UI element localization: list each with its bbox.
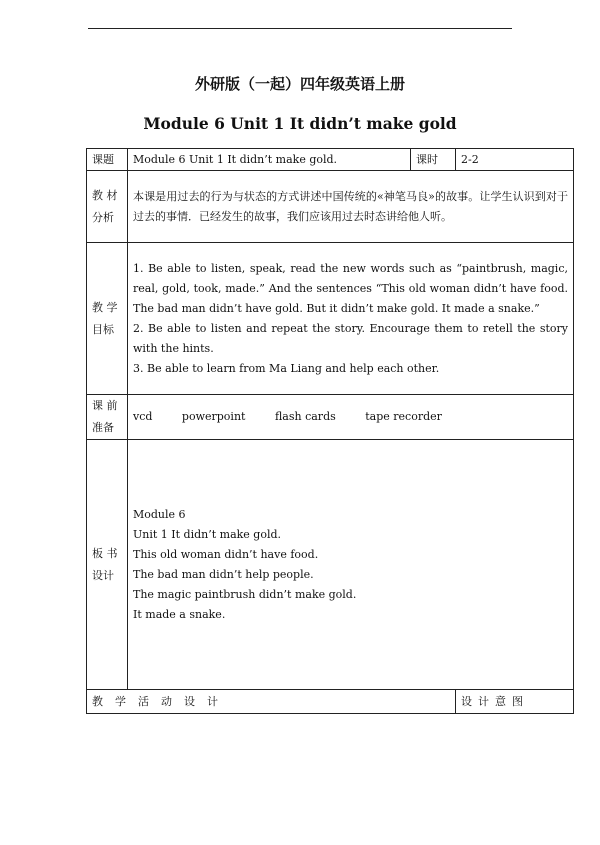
objectives-label-line2: 目标 xyxy=(92,322,114,336)
period-value: 2-2 xyxy=(456,149,574,171)
objective-item: 1. Be able to listen, speak, read the new words such as “paintbrush, magic, real, gold, took, made.” And the sentences “This old woman didn’t have food. The bad man didn’t have gold. But it didn’t make gold. It made a snake.” xyxy=(133,261,568,315)
board-line: Module 6 xyxy=(133,507,186,521)
analysis-label-line2: 分析 xyxy=(92,210,114,224)
preparation-label-line2: 准备 xyxy=(92,421,114,434)
board-line: The bad man didn’t help people. xyxy=(133,567,314,581)
prep-item: tape recorder xyxy=(365,410,442,423)
topic-label: 课题 xyxy=(87,149,128,171)
row-objectives xyxy=(87,243,574,395)
objectives-label xyxy=(87,243,128,395)
preparation-items xyxy=(128,395,574,440)
publisher-title: 外研版（一起）四年级英语上册 xyxy=(194,75,405,93)
board-label-line2: 设计 xyxy=(92,568,114,582)
intent-label: 设计意图 xyxy=(456,690,574,714)
activities-label: 教学活动设计 xyxy=(87,690,456,714)
board-line: The magic paintbrush didn’t make gold. xyxy=(133,587,357,601)
period-label: 课时 xyxy=(411,149,456,171)
objectives-list xyxy=(128,243,574,395)
row-preparation xyxy=(87,395,574,440)
board-line: This old woman didn’t have food. xyxy=(133,547,319,561)
analysis-label xyxy=(87,171,128,243)
board-label xyxy=(87,440,128,690)
header-rule xyxy=(88,28,512,29)
prep-item: vcd xyxy=(133,410,153,423)
board-content xyxy=(128,440,574,690)
preparation-label-line1: 课 前 xyxy=(92,399,118,412)
prep-item: flash cards xyxy=(274,410,336,423)
topic-value: Module 6 Unit 1 It didn’t make gold. xyxy=(128,149,411,171)
prep-item: powerpoint xyxy=(181,410,246,423)
board-line: It made a snake. xyxy=(133,607,226,621)
lesson-plan-table xyxy=(86,148,574,714)
analysis-text: 本课是用过去的行为与状态的方式讲述中国传统的«神笔马良»的故事。让学生认识到对于过去的事情．已经发生的故事，我们应该用过去时态讲给他人听。 xyxy=(128,171,574,243)
row-analysis xyxy=(87,171,574,243)
board-line: Unit 1 It didn’t make gold. xyxy=(133,527,282,541)
objective-item: 3. Be able to learn from Ma Liang and help each other. xyxy=(133,361,440,375)
row-footer xyxy=(87,690,574,714)
objective-item: 2. Be able to listen and repeat the story. Encourage them to retell the story with the hints. xyxy=(133,321,568,355)
row-topic xyxy=(87,149,574,171)
board-label-line1: 板 书 xyxy=(92,546,118,560)
lesson-title: Module 6 Unit 1 It didn’t make gold xyxy=(143,114,457,133)
row-board xyxy=(87,440,574,690)
objectives-label-line1: 教 学 xyxy=(92,300,118,314)
preparation-label xyxy=(87,395,128,440)
analysis-label-line1: 教 材 xyxy=(92,188,118,202)
